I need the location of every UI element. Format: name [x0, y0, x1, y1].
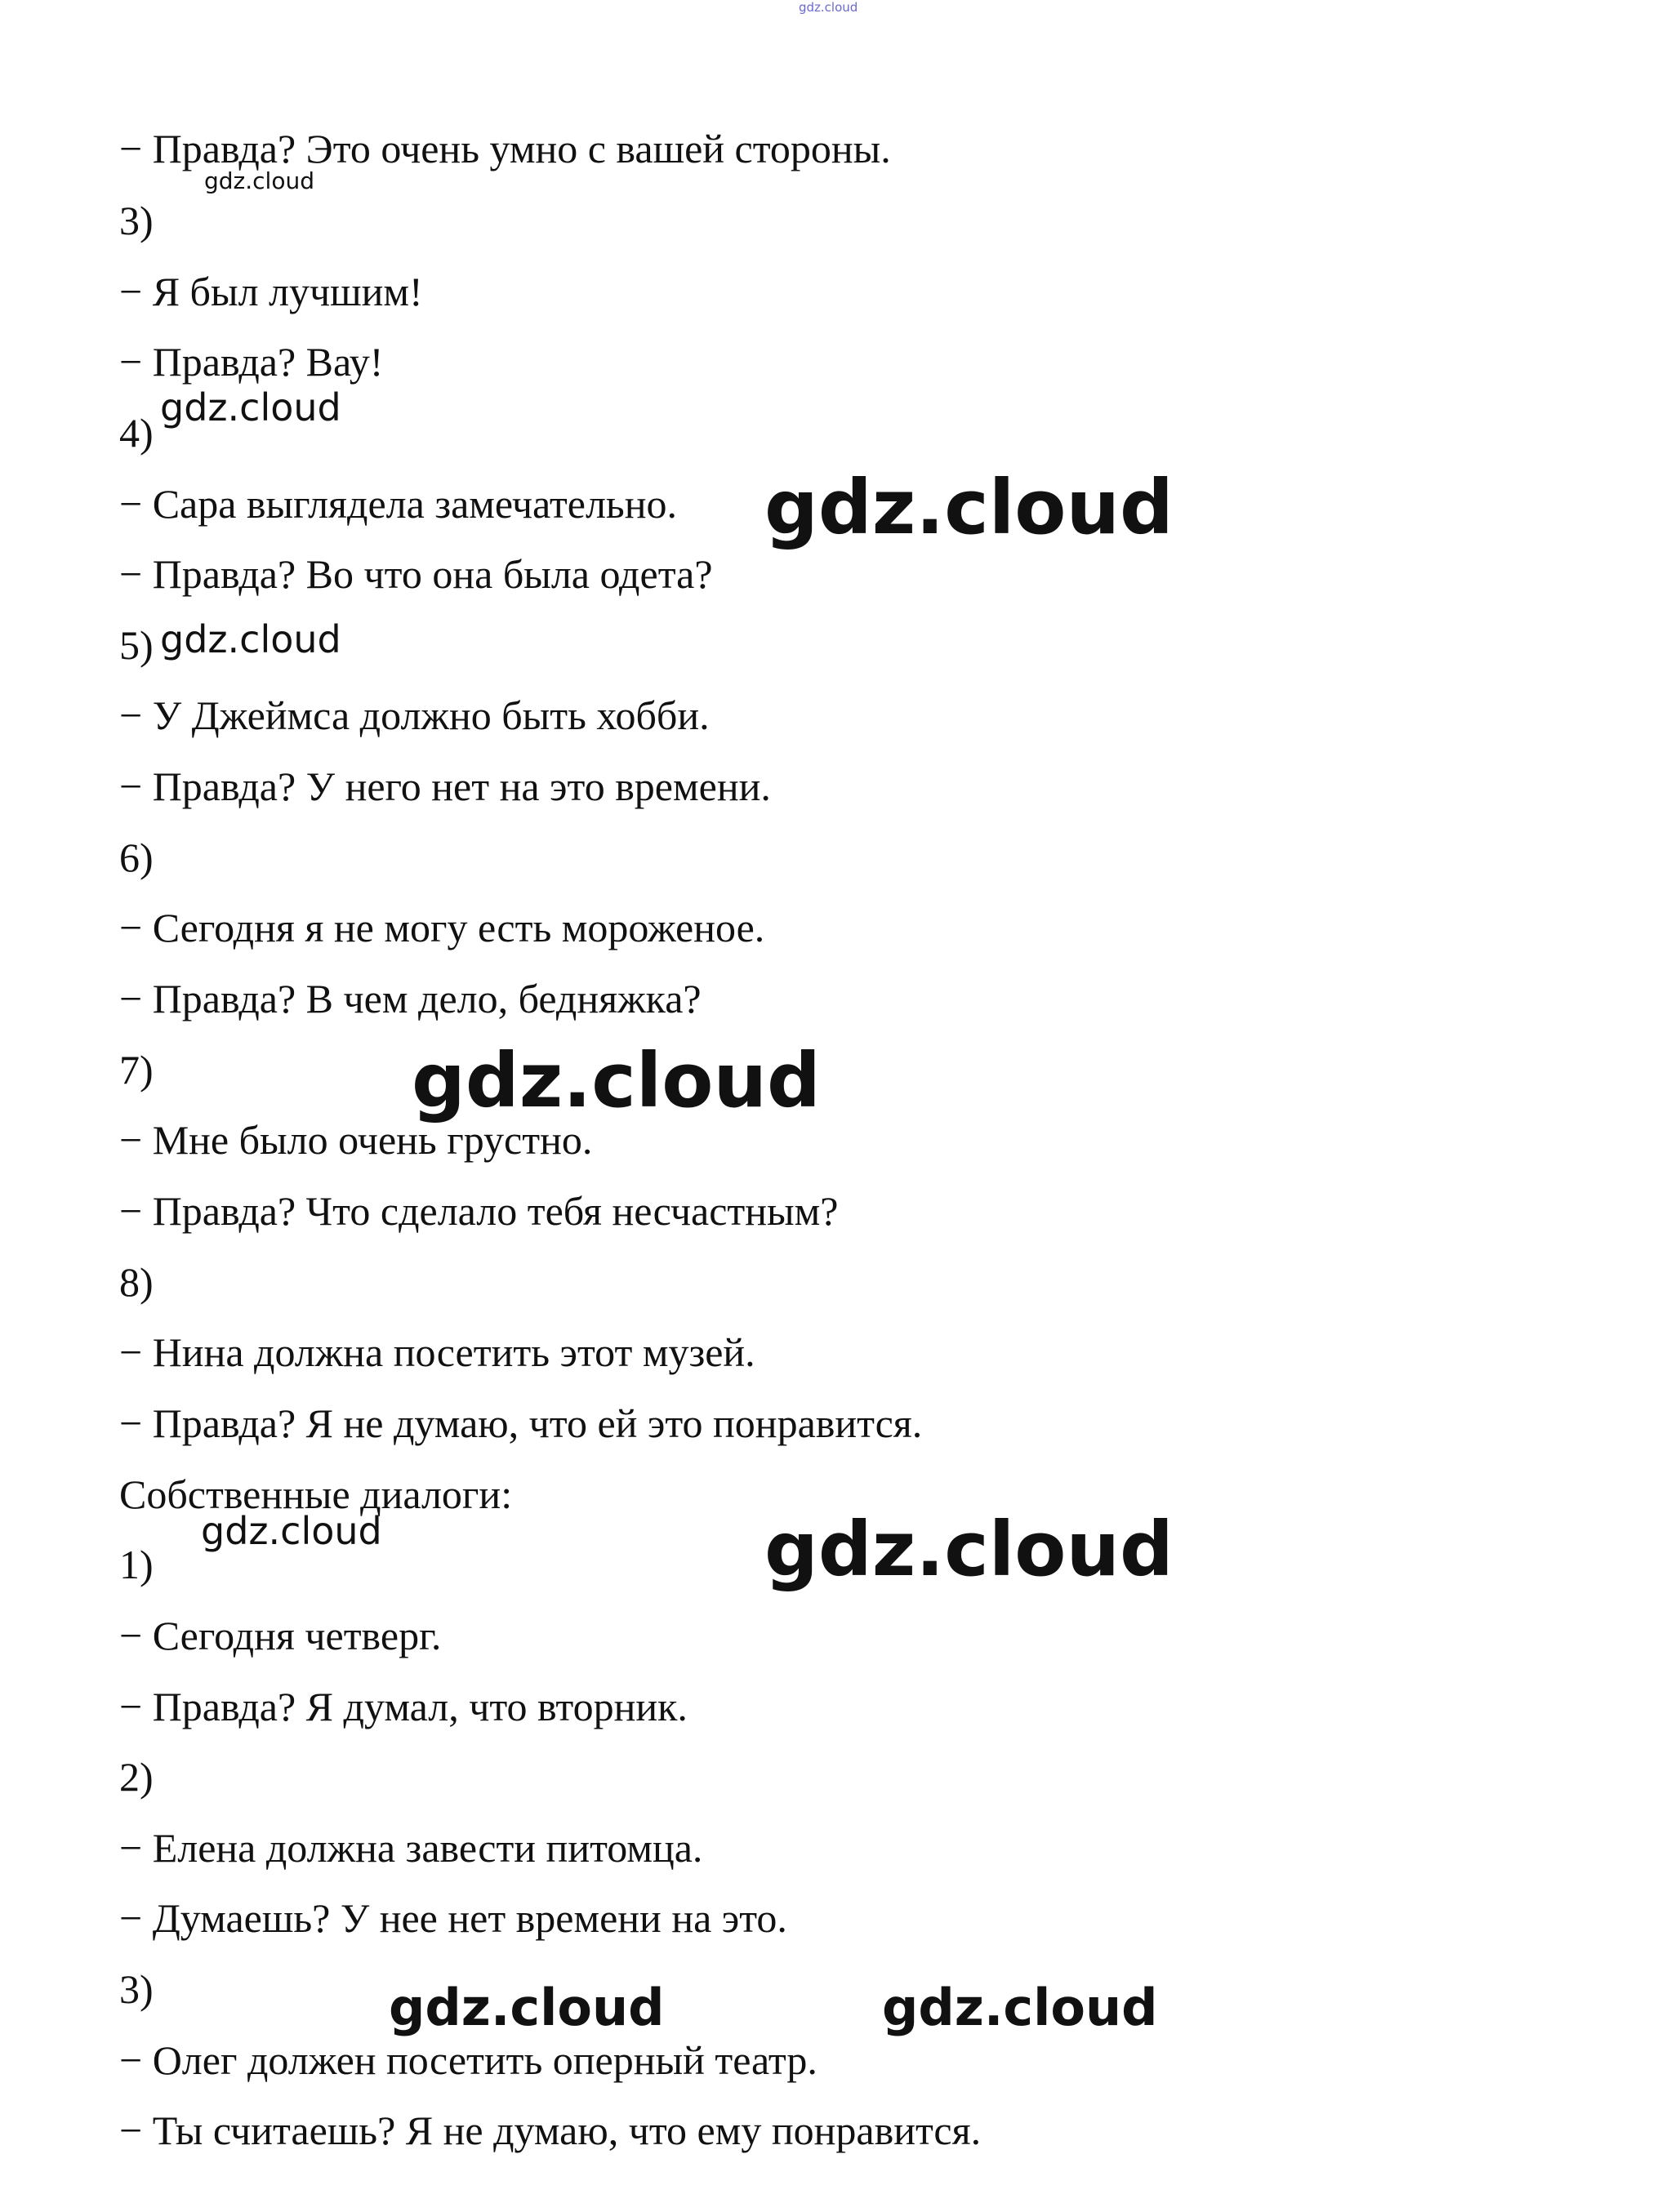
dialogue-line: − Сегодня четверг. — [119, 1613, 442, 1658]
dialogue-line: − Сара выглядела замечательно. — [119, 481, 677, 527]
dialogue-line: − Думаешь? У нее нет времени на это. — [119, 1895, 787, 1941]
watermark: gdz.cloud — [799, 0, 858, 15]
dialogue-line: − Правда? Это очень умно с вашей стороны. — [119, 126, 891, 171]
dialogue-line: − Елена должна завести питомца. — [119, 1825, 703, 1871]
dialogue-line: − Мне было очень грустно. — [119, 1117, 593, 1163]
dialogue-line: − Правда? У него нет на это времени. — [119, 763, 771, 809]
dialogue-line: − Олег должен посетить оперный театр. — [119, 2037, 817, 2083]
watermark: gdz.cloud — [204, 167, 314, 194]
dialogue-line: − Ты считаешь? Я не думаю, что ему понравится. — [119, 2107, 982, 2153]
item-number: 3) — [119, 198, 154, 243]
dialogue-line: − Я был лучшим! — [119, 269, 423, 314]
item-number: 7) — [119, 1047, 154, 1093]
dialogue-line: − Сегодня я не могу есть мороженое. — [119, 905, 765, 950]
item-number: 3) — [119, 1966, 154, 2012]
item-number: 1) — [119, 1542, 154, 1587]
section-heading: Собственные диалоги: — [119, 1471, 513, 1517]
watermark: gdz.cloud — [160, 385, 341, 429]
item-number: 2) — [119, 1754, 154, 1800]
watermark: gdz.cloud — [882, 1978, 1158, 2037]
dialogue-line: − Правда? Что сделало тебя несчастным? — [119, 1188, 839, 1234]
dialogue-line: − У Джеймса должно быть хобби. — [119, 692, 710, 738]
item-number: 5) — [119, 622, 154, 668]
watermark: gdz.cloud — [412, 1037, 821, 1124]
watermark: gdz.cloud — [389, 1978, 665, 2037]
dialogue-line: − Правда? Я думал, что вторник. — [119, 1684, 688, 1729]
watermark: gdz.cloud — [160, 617, 341, 661]
item-number: 4) — [119, 410, 154, 456]
watermark: gdz.cloud — [201, 1509, 382, 1553]
dialogue-line: − Правда? Я не думаю, что ей это понравится. — [119, 1400, 923, 1446]
dialogue-line: − Правда? Во что она была одета? — [119, 551, 713, 597]
watermark: gdz.cloud — [764, 1506, 1174, 1593]
dialogue-line: − Правда? Вау! — [119, 339, 384, 385]
item-number: 6) — [119, 835, 154, 880]
item-number: 8) — [119, 1259, 154, 1305]
dialogue-line: − Нина должна посетить этот музей. — [119, 1329, 755, 1375]
dialogue-line: − Правда? В чем дело, бедняжка? — [119, 976, 702, 1021]
watermark: gdz.cloud — [764, 464, 1174, 551]
